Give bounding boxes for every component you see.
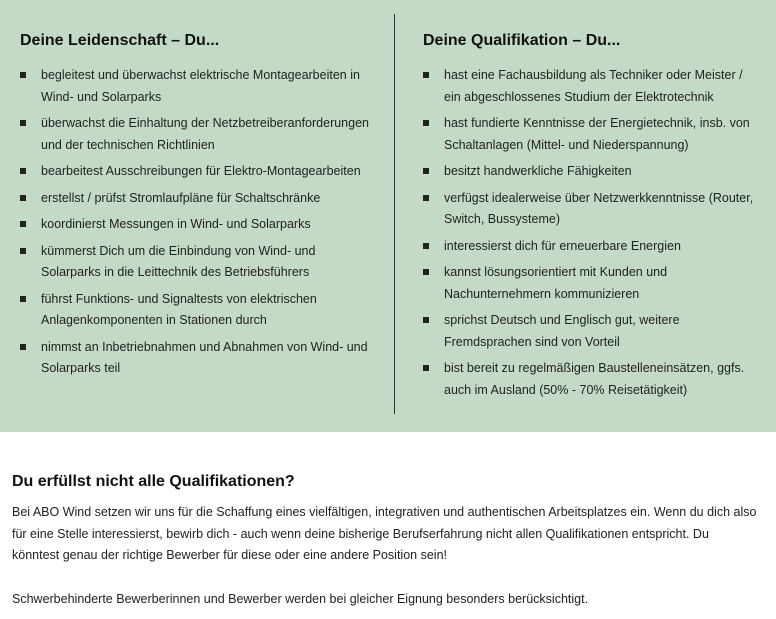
- bullet-icon: [423, 317, 429, 323]
- bullet-icon: [20, 296, 26, 302]
- bullet-icon: [20, 248, 26, 254]
- list-item: bist bereit zu regelmäßigen Baustelleneinsätzen, ggfs. auch im Ausland (50% - 70% Reisetätigkeit): [423, 358, 758, 401]
- qualification-title: Deine Qualifikation – Du...: [423, 32, 621, 49]
- list-item: koordinierst Messungen in Wind- und Solarparks: [20, 214, 370, 236]
- list-item: hast fundierte Kenntnisse der Energietechnik, insb. von Schaltanlagen (Mittel- und Niederspannung): [423, 113, 758, 156]
- list-item: besitzt handwerkliche Fähigkeiten: [423, 161, 758, 183]
- bullet-icon: [20, 344, 26, 350]
- list-item: überwachst die Einhaltung der Netzbetreiberanforderungen und der technischen Richtlinien: [20, 113, 370, 156]
- bullet-icon: [423, 365, 429, 371]
- passion-list: [20, 65, 370, 380]
- qualification-column: [423, 31, 758, 406]
- bullet-icon: [20, 120, 26, 126]
- list-item: begleitest und überwachst elektrische Montagearbeiten in Wind- und Solarparks: [20, 65, 370, 108]
- bullet-icon: [423, 72, 429, 78]
- list-item: kümmerst Dich um die Einbindung von Wind- und Solarparks in die Leittechnik des Betriebsführers: [20, 241, 370, 284]
- list-item: sprichst Deutsch und Englisch gut, weitere Fremdsprachen sind von Vorteil: [423, 310, 758, 353]
- bullet-icon: [423, 243, 429, 249]
- list-item: interessierst dich für erneuerbare Energien: [423, 236, 758, 258]
- list-item: kannst lösungsorientiert mit Kunden und Nachunternehmern kommunizieren: [423, 262, 758, 305]
- passion-title: Deine Leidenschaft – Du...: [20, 32, 220, 49]
- list-item: hast eine Fachausbildung als Techniker oder Meister / ein abgeschlossenes Studium der Elektrotechnik: [423, 65, 758, 108]
- list-item: nimmst an Inbetriebnahmen und Abnahmen von Wind- und Solarparks teil: [20, 337, 370, 380]
- bullet-icon: [423, 195, 429, 201]
- passion-column: [20, 31, 370, 385]
- list-item: verfügst idealerweise über Netzwerkkenntnisse (Router, Switch, Bussysteme): [423, 188, 758, 231]
- bullet-icon: [20, 168, 26, 174]
- bullet-icon: [423, 168, 429, 174]
- info-paragraph: Bei ABO Wind setzen wir uns für die Schaffung eines vielfältigen, integrativen und authentischen Arbeitsplatzes ein. Wenn du dich also für eine Stelle interessierst, bewirb dich - auch wenn deine bisherige Berufserfahrung nicht allen Qualifikationen entspricht. Du könntest genau der richtige Bewerber für diese oder eine andere Position sein!: [12, 505, 757, 563]
- disability-note: Schwerbehinderte Bewerberinnen und Bewerber werden bei gleicher Eignung besonders berücksichtigt.: [12, 592, 589, 607]
- bullet-icon: [423, 269, 429, 275]
- bullet-icon: [423, 120, 429, 126]
- info-section: [12, 472, 757, 611]
- info-title: Du erfüllst nicht alle Qualifikationen?: [12, 473, 295, 490]
- list-item: bearbeitest Ausschreibungen für Elektro-Montagearbeiten: [20, 161, 370, 183]
- column-divider: [394, 14, 395, 414]
- bullet-icon: [20, 72, 26, 78]
- bullet-icon: [20, 195, 26, 201]
- list-item: erstellst / prüfst Stromlaufpläne für Schaltschränke: [20, 188, 370, 210]
- list-item: führst Funktions- und Signaltests von elektrischen Anlagenkomponenten in Stationen durch: [20, 289, 370, 332]
- qualification-list: [423, 65, 758, 401]
- bullet-icon: [20, 221, 26, 227]
